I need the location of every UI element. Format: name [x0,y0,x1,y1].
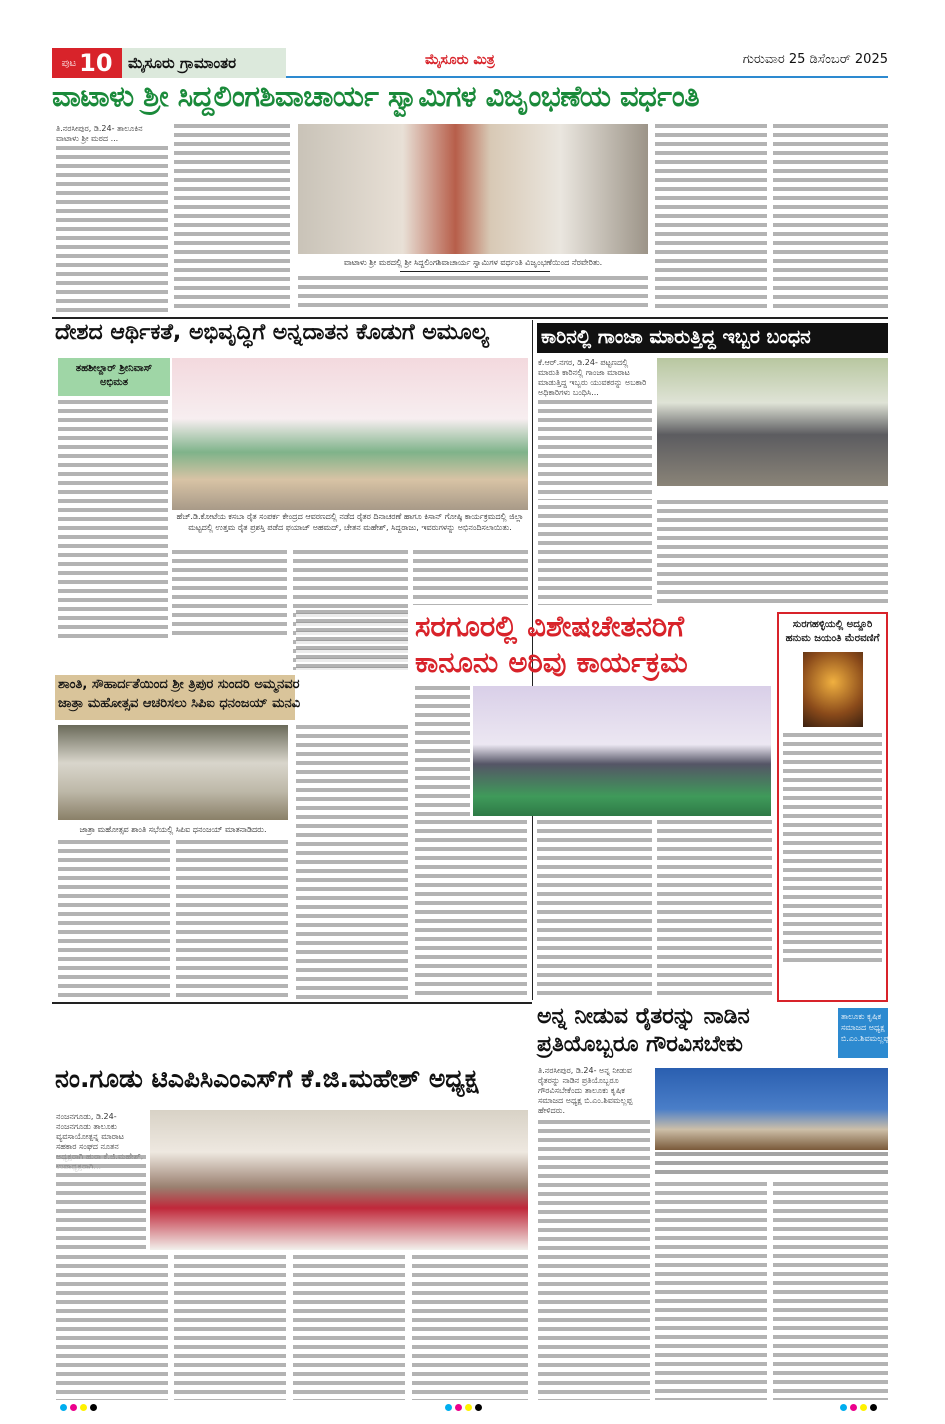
story6-headline-2: ಪ್ರತಿಯೊಬ್ಬರೂ ಗೌರವಿಸಬೇಕು [537,1032,743,1057]
story2-body [58,400,168,640]
story5-headline-2: ಜಾತ್ರಾ ಮಹೋತ್ಸವ ಆಚರಿಸಲು ಸಿಪಿಐ ಧನಂಜಯ್ ಮನವಿ [58,696,301,711]
page-number: 10 [79,49,113,77]
story2-caption: ಹೆಚ್.ಡಿ.ಕೋಟೆಯ ಕಸಬಾ ರೈತ ಸಂಪರ್ಕ ಕೇಂದ್ರದ ಆವರಣದಲ್ಲಿ ನಡೆದ ರೈತರ ದಿನಾಚರಣೆ ಹಾಗೂ ಕಿಸಾನ್ ಗೋಷ್ಠಿ ಕಾರ್ಯಕ್ರಮದಲ್ಲಿ ಜಿಲ್ಲಾ ಮಟ್ಟದಲ್ಲಿ ಉತ್ತಮ ರೈತ ಪ್ರಶಸ್ತಿ ಪಡೆದ ಫಯಾಜ್ ಅಹಮದ್, ಚೇತನ ಮಹೇಶ್, ಸಿದ್ದರಾಜು, ಇವರುಗಳನ್ನು ಅಭಿನಂದಿಸಲಾಯಿತು. [176,512,524,532]
story5-caption: ಜಾತ್ರಾ ಮಹೋತ್ಸವ ಶಾಂತಿ ಸಭೆಯಲ್ಲಿ ಸಿಪಿಐ ಧನಂಜಯ್ ಮಾತನಾಡಿದರು. [79,825,267,834]
story4-headline-1: ಸರಗೂರಲ್ಲಿ ವಿಶೇಷಚೇತನರಿಗೆ [415,609,685,643]
story1-headline: ವಾಟಾಳು ಶ್ರೀ ಸಿದ್ದಲಿಂಗಶಿವಾಚಾರ್ಯ ಸ್ವಾಮಿಗಳ ವಿಜೃಂಭಣೆಯ ವರ್ಧಂತಿ [52,79,700,113]
story7-body [56,1255,168,1400]
story3-body [538,400,652,500]
story4-headline-2: ಕಾನೂನು ಅರಿವು ಕಾರ್ಯಕ್ರಮ [415,645,688,679]
story3-lead: ಕೆ.ಆರ್.ನಗರ, ಡಿ.24- ಪಟ್ಟಣದಲ್ಲಿ ಮಾರುತಿ ಕಾರಿನಲ್ಲಿ ಗಾಂಜಾ ಮಾರಾಟ ಮಾಡುತ್ತಿದ್ದ ಇಬ್ಬರು ಯುವಕರನ್ನು ಅಬಕಾರಿ ಅಧಿಕಾರಿಗಳು ಬಂಧಿಸಿ... [538,358,647,397]
story4-photo [473,686,771,816]
story3-photo [657,358,888,486]
date: ಗುರುವಾರ 25 ಡಿಸೆಂಬರ್ 2025 [742,52,888,67]
story5-headline-1: ಶಾಂತಿ, ಸೌಹಾರ್ದತೆಯಿಂದ ಶ್ರೀ ತ್ರಿಪುರ ಸುಂದರಿ ಅಮ್ಮನವರ [58,677,300,692]
caption-rule [400,271,550,272]
story6-subhead: ತಾಲೂಕು ಕೃಷಿಕ ಸಮಾಜದ ಅಧ್ಯಕ್ಷ ಬಿ.ಎಂ.ಶಿವಮಲ್ಲಪ್ಪ [838,1008,888,1058]
story3-body [538,505,652,605]
story3-body [657,500,888,605]
registration-marks [445,1404,482,1411]
section-title: ಮೈಸೂರು ಗ್ರಾಮಾಂತರ [122,48,286,78]
story3-headline: ಕಾರಿನಲ್ಲಿ ಗಾಂಜಾ ಮಾರುತ್ತಿದ್ದ ಇಬ್ಬರ ಬಂಧನ [537,323,888,353]
story4-body [415,820,527,1000]
header-rule [286,76,888,78]
story6-headline-1: ಅನ್ನ ನೀಡುವ ರೈತರನ್ನು ನಾಡಿನ [537,1004,750,1029]
story5-body [296,725,408,1000]
story6-lead: ತಿ.ನರಸೀಪುರ, ಡಿ.24- ಅನ್ನ ನೀಡುವ ರೈತರನ್ನು ನಾಡಿನ ಪ್ರತಿಯೊಬ್ಬರೂ ಗೌರವಿಸಬೇಕೆಂದು ತಾಲೂಕು ಕೃಷಿಕ ಸಮಾಜದ ಅಧ್ಯಕ್ಷ ಬಿ.ಎಂ.ಶಿವಮಲ್ಲಪ್ಪ ಹೇಳಿದರು. [538,1066,633,1115]
story1-lead: ತಿ.ನರಸೀಪುರ, ಡಿ.24- ತಾಲೂಕಿನ ವಾಟಾಳು ಶ್ರೀ ಮಠದ ... [56,124,143,143]
masthead: ಮೈಸೂರು ಮಿತ್ರ [425,52,495,68]
story7-body [174,1255,286,1400]
hanuman-image [803,652,863,727]
story1-body [773,124,888,312]
story2-body [413,550,528,605]
story1-body [174,124,290,312]
story5-body [176,840,288,1000]
section-rule [52,1002,532,1004]
page-number-box [52,48,122,78]
story6-body [538,1120,650,1400]
story1-photo [298,124,648,254]
story2-headline: ದೇಶದ ಆರ್ಥಿಕತೆ, ಅಭಿವೃದ್ಧಿಗೆ ಅನ್ನದಾತನ ಕೊಡುಗೆ ಅಮೂಲ್ಯ [55,320,490,345]
registration-marks [60,1404,97,1411]
story2-body [172,550,287,640]
story4-body [537,820,652,1000]
sidebar-box [777,612,888,1002]
page-label: ಪುಟ [61,57,77,69]
story1-body [655,124,767,312]
story7-headline: ನಂ.ಗೂಡು ಟಿಎಪಿಸಿಎಂಎಸ್‌ಗೆ ಕೆ.ಜಿ.ಮಹೇಶ್ ಅಧ್ಯಕ್ಷ [55,1064,479,1093]
story2-photo [172,358,528,510]
story2-subhead: ತಹಶೀಲ್ದಾರ್ ಶ್ರೀನಿವಾಸ್ ಅಭಿಮತ [58,358,170,396]
story5-headline-box [55,675,301,720]
story1-body [56,146,168,312]
story7-body [293,1255,405,1400]
registration-marks [840,1404,877,1411]
section-rule [52,317,888,319]
sidebar-title: ಸುರಗಹಳ್ಳಿಯಲ್ಲಿ ಅದ್ದೂರಿ ಹನುಮ ಜಯಂತಿ ಮೆರವಣಿಗೆ [785,619,880,644]
story1-body [298,276,648,312]
story2-body [296,610,408,670]
story7-body [412,1255,528,1400]
story6-photo [655,1068,888,1150]
story5-photo [58,725,288,820]
sidebar-body [783,733,882,963]
story5-body [58,840,170,1000]
story4-body [657,820,772,1000]
story7-lead: ನಂಜನಗೂಡು, ಡಿ.24- ನಂಜನಗೂಡು ತಾಲೂಕು ವ್ಯವಸಾಯೋತ್ಪನ್ನ ಮಾರಾಟ ಸಹಕಾರ ಸಂಘದ ನೂತನ [56,1112,124,1151]
story7-body [56,1155,146,1250]
story4-body [415,686,470,816]
story7-photo [150,1110,528,1250]
story1-caption: ವಾಟಾಳು ಶ್ರೀ ಮಠದಲ್ಲಿ ಶ್ರೀ ಸಿದ್ದಲಿಂಗಶಿವಾಚಾರ್ಯ ಸ್ವಾಮಿಗಳ ವರ್ಧಂತಿ ವಿಜೃಂಭಣೆಯಿಂದ ನೆರವೇರಿತು. [343,258,603,267]
story6-body [655,1182,767,1400]
story6-body [773,1182,888,1400]
story6-caption-lines [655,1152,888,1178]
